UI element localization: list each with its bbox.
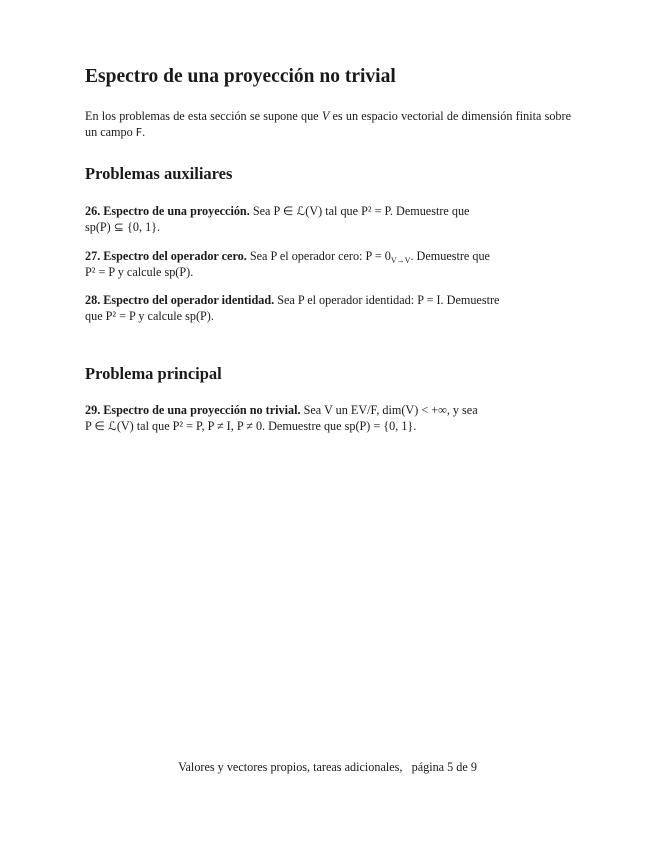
- problem-26-line1: [85, 203, 571, 219]
- problem-29: [85, 402, 571, 434]
- intro-paragraph: [85, 108, 571, 141]
- intro-field: F: [135, 126, 143, 139]
- problem-28-number: 28.: [85, 293, 101, 307]
- page-title: Espectro de una proyección no trivial: [85, 66, 396, 87]
- problem-27-subscript: V→V: [390, 256, 411, 265]
- section-heading-auxiliares: Problemas auxiliares: [85, 164, 233, 183]
- problem-26-text2: sp(P) ⊆ {0, 1}.: [85, 220, 161, 234]
- problem-29-heading: Espectro de una proyección no trivial.: [103, 403, 301, 417]
- section-heading-principal: Problema principal: [85, 364, 222, 383]
- problem-29-text2: P ∈ ℒ(V) tal que P² = P, P ≠ I, P ≠ 0. Demuestre que sp(P) = {0, 1}.: [85, 419, 417, 433]
- problem-28-text2: que P² = P y calcule sp(P).: [85, 309, 214, 323]
- footer-text: Valores y vectores propios, tareas adicionales,: [178, 760, 403, 774]
- problem-26: [85, 203, 571, 235]
- problem-27-number: 27.: [85, 249, 101, 263]
- problem-27-text1: Sea P el operador cero: P = 0: [249, 249, 391, 263]
- intro-text-2: es un espacio vectorial de dimensión finita sobre un campo: [85, 109, 571, 139]
- problem-28-text1: Sea P el operador identidad: P = I. Demuestre: [277, 293, 500, 307]
- problem-27-line1: [85, 248, 571, 264]
- intro-text-1: En los problemas de esta sección se supone que: [85, 109, 322, 123]
- problem-28-heading: Espectro del operador identidad.: [103, 293, 275, 307]
- problem-27: [85, 248, 571, 280]
- problem-29-text1: Sea V un EV/F, dim(V) < +∞, y sea: [303, 403, 478, 417]
- problem-28-line1: [85, 292, 571, 308]
- problem-27-heading: Espectro del operador cero.: [103, 249, 247, 263]
- problem-26-number: 26.: [85, 204, 101, 218]
- intro-text-3: .: [142, 125, 146, 139]
- problem-26-text1: Sea P ∈ ℒ(V) tal que P² = P. Demuestre que: [252, 204, 470, 218]
- problem-28: [85, 292, 571, 324]
- problem-26-heading: Espectro de una proyección.: [103, 204, 250, 218]
- page-footer: [0, 760, 655, 775]
- problem-27-text2: P² = P y calcule sp(P).: [85, 265, 194, 279]
- intro-var-v: V: [321, 109, 330, 123]
- footer-page-number: página 5 de 9: [411, 760, 477, 774]
- problem-27-text1-end: . Demuestre que: [410, 249, 490, 263]
- problem-29-number: 29.: [85, 403, 101, 417]
- problem-29-line1: [85, 402, 571, 418]
